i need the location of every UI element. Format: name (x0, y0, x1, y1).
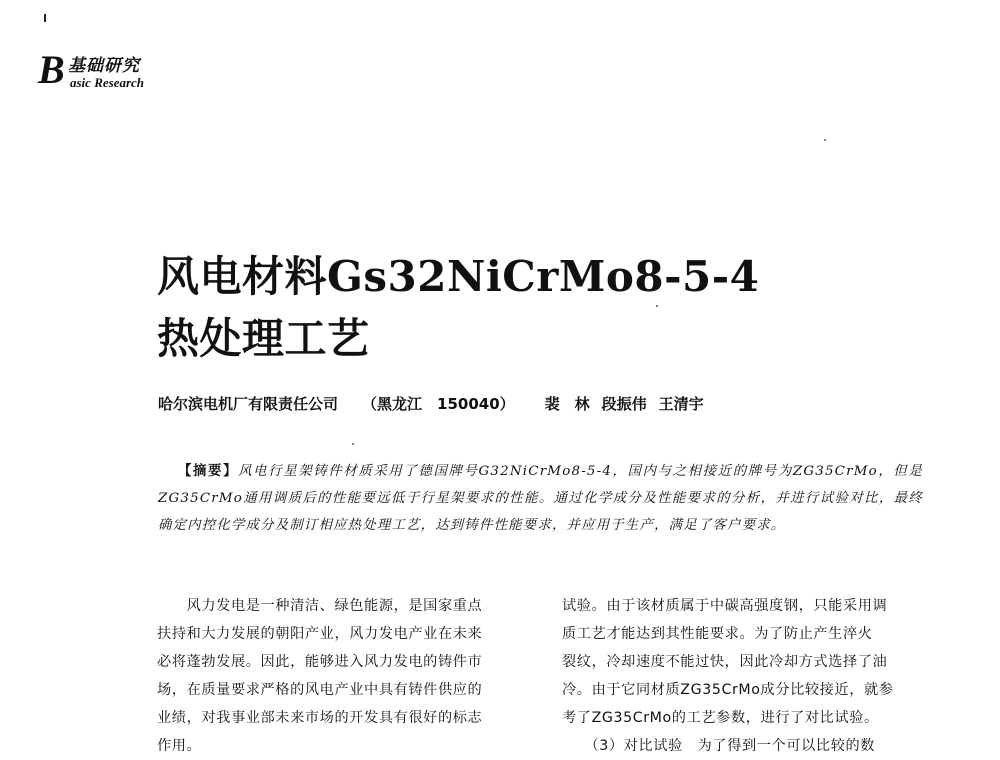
body-line: 质工艺才能达到其性能要求。为了防止产生淬火 (562, 626, 873, 642)
body-line: 考了ZG35CrMo的工艺参数，进行了对比试验。 (562, 710, 879, 726)
title-line-1: 风电材料Gs32NiCrMo8-5-4 (157, 252, 760, 301)
section-logo (38, 47, 238, 94)
abstract-text: 风电行星架铸件材质采用了德国牌号G32NiCrMo8-5-4，国内与之相接近的牌号为ZG35CrMo，但是ZG35CrMo通用调质后的性能要远低于行星架要求的性能。通过化学成分及性能要求的分析，并进行试验对比，最终确定内控化学成分及制订相应热处理工艺，达到铸件性能要求，并应用于生产，满足了客户要求。 (158, 464, 923, 533)
body-line: 必将蓬勃发展。因此，能够进入风力发电的铸件市 (157, 654, 483, 670)
body-line: 冷。由于它同材质ZG35CrMo成分比较接近，就参 (562, 682, 894, 698)
body-column-left (157, 592, 525, 760)
logo-letter: B (38, 47, 65, 92)
body-line: 业绩，对我事业部未来市场的开发具有很好的标志 (157, 710, 483, 726)
abstract-label: 【摘要】 (178, 464, 239, 479)
abstract (158, 458, 923, 539)
body-line: 裂纹，冷却速度不能过快，因此冷却方式选择了油 (562, 654, 888, 670)
location-postcode: （黑龙江 150040） (362, 395, 515, 413)
speck (352, 443, 354, 445)
author-name: 裴 林 (544, 395, 590, 413)
author-name: 王清宇 (658, 395, 704, 413)
body-line: 扶持和大力发展的朝阳产业，风力发电产业在未来 (157, 626, 483, 642)
body-line: （3）对比试验 为了得到一个可以比较的数 (562, 738, 876, 754)
author-name: 段振伟 (601, 395, 647, 413)
body-line: 作用。 (157, 738, 202, 754)
section-title-en: asic Research (70, 75, 145, 90)
body-line: 试验。由于该材质属于中碳高强度钢，只能采用调 (562, 598, 888, 614)
body-line: 场，在质量要求严格的风电产业中具有铸件供应的 (157, 682, 483, 698)
author-line (158, 393, 716, 414)
article-title (157, 246, 917, 370)
section-title-cn: 基础研究 (68, 56, 140, 76)
speck (824, 139, 826, 141)
affiliation: 哈尔滨电机厂有限责任公司 (158, 395, 339, 413)
margin-tick-mark (44, 14, 46, 22)
body-column-right (562, 592, 928, 760)
title-line-2: 热处理工艺 (157, 314, 370, 363)
body-line: 风力发电是一种清洁、绿色能源，是国家重点 (157, 598, 483, 614)
